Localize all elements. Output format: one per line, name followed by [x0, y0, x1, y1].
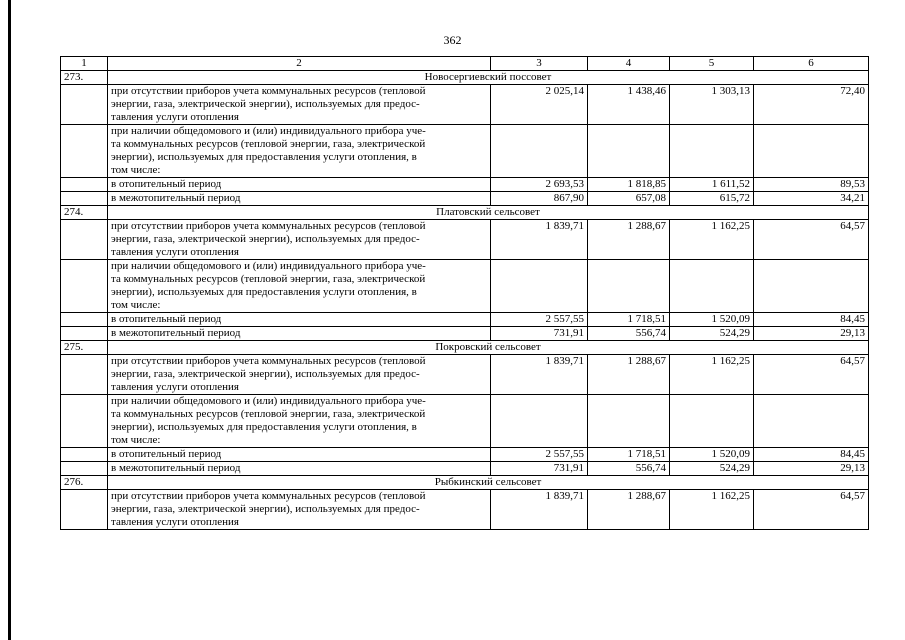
empty-index-cell	[61, 462, 108, 476]
value-v6: 29,13	[754, 327, 869, 341]
value-v3: 731,91	[491, 462, 588, 476]
section-name: Платовский сельсовет	[108, 206, 869, 220]
empty-index-cell	[61, 395, 108, 448]
value-v3: 731,91	[491, 327, 588, 341]
description-line: энергии), используемых для предоставления услуги отопления, в	[111, 151, 417, 163]
offseason-label: в межотопительный период	[108, 192, 491, 206]
offseason-label: в межотопительный период	[108, 327, 491, 341]
value-v5: 1 162,25	[670, 355, 754, 395]
value-v3: 1 839,71	[491, 490, 588, 530]
value-v6: 64,57	[754, 490, 869, 530]
table-row-heating	[61, 448, 869, 462]
value-v5: 1 520,09	[670, 448, 754, 462]
table-row-offseason	[61, 192, 869, 206]
empty-value-cell	[670, 125, 754, 178]
description-line: при отсутствии приборов учета коммунальных ресурсов (тепловой	[111, 220, 426, 232]
description-line: при отсутствии приборов учета коммунальных ресурсов (тепловой	[111, 355, 426, 367]
tariff-table	[60, 56, 869, 530]
header-row	[61, 57, 869, 71]
empty-value-cell	[670, 395, 754, 448]
section-name: Покровский сельсовет	[108, 341, 869, 355]
section-row	[61, 341, 869, 355]
value-v4: 1 438,46	[588, 85, 670, 125]
description-line: тавления услуги отопления	[111, 111, 239, 123]
description-line: та коммунальных ресурсов (тепловой энергии, газа, электрической	[111, 273, 426, 285]
value-v6: 34,21	[754, 192, 869, 206]
with-meter-description	[108, 395, 491, 448]
table-row-with-meter	[61, 125, 869, 178]
empty-index-cell	[61, 125, 108, 178]
description-line: том числе:	[111, 299, 161, 311]
description-line: тавления услуги отопления	[111, 516, 239, 528]
value-v6: 64,57	[754, 355, 869, 395]
value-v3: 2 025,14	[491, 85, 588, 125]
header-col-4: 4	[588, 57, 670, 71]
empty-value-cell	[754, 125, 869, 178]
empty-index-cell	[61, 192, 108, 206]
value-v5: 615,72	[670, 192, 754, 206]
header-col-2: 2	[108, 57, 491, 71]
value-v6: 89,53	[754, 178, 869, 192]
section-index: 274.	[61, 206, 108, 220]
section-index: 273.	[61, 71, 108, 85]
section-index: 275.	[61, 341, 108, 355]
table-row-heating	[61, 178, 869, 192]
header-col-5: 5	[670, 57, 754, 71]
value-v4: 1 288,67	[588, 490, 670, 530]
value-v4: 657,08	[588, 192, 670, 206]
empty-index-cell	[61, 448, 108, 462]
empty-value-cell	[588, 125, 670, 178]
empty-value-cell	[491, 395, 588, 448]
description-line: та коммунальных ресурсов (тепловой энергии, газа, электрической	[111, 408, 426, 420]
empty-value-cell	[754, 395, 869, 448]
description-line: энергии), используемых для предоставления услуги отопления, в	[111, 286, 417, 298]
table-row-no-meter	[61, 355, 869, 395]
value-v4: 1 718,51	[588, 313, 670, 327]
value-v6: 72,40	[754, 85, 869, 125]
section-index: 276.	[61, 476, 108, 490]
header-col-3: 3	[491, 57, 588, 71]
description-line: при наличии общедомового и (или) индивидуального прибора уче-	[111, 125, 426, 137]
value-v5: 1 162,25	[670, 490, 754, 530]
description-line: тавления услуги отопления	[111, 381, 239, 393]
empty-value-cell	[588, 395, 670, 448]
value-v4: 556,74	[588, 462, 670, 476]
section-row	[61, 206, 869, 220]
empty-value-cell	[670, 260, 754, 313]
value-v5: 524,29	[670, 462, 754, 476]
heating-label: в отопительный период	[108, 313, 491, 327]
table-row-heating	[61, 313, 869, 327]
empty-index-cell	[61, 178, 108, 192]
value-v6: 64,57	[754, 220, 869, 260]
value-v3: 867,90	[491, 192, 588, 206]
table-row-offseason	[61, 462, 869, 476]
empty-value-cell	[588, 260, 670, 313]
value-v3: 1 839,71	[491, 220, 588, 260]
value-v4: 1 818,85	[588, 178, 670, 192]
table-row-no-meter	[61, 220, 869, 260]
header-col-1: 1	[61, 57, 108, 71]
table-row-with-meter	[61, 395, 869, 448]
heating-label: в отопительный период	[108, 448, 491, 462]
empty-value-cell	[491, 260, 588, 313]
empty-index-cell	[61, 260, 108, 313]
description-line: энергии, газа, электрической энергии), используемых для предос-	[111, 368, 420, 380]
empty-value-cell	[491, 125, 588, 178]
value-v5: 1 303,13	[670, 85, 754, 125]
description-line: при отсутствии приборов учета коммунальных ресурсов (тепловой	[111, 490, 426, 502]
description-line: энергии), используемых для предоставления услуги отопления, в	[111, 421, 417, 433]
value-v3: 2 557,55	[491, 313, 588, 327]
section-name: Новосергиевский поссовет	[108, 71, 869, 85]
value-v5: 1 520,09	[670, 313, 754, 327]
offseason-label: в межотопительный период	[108, 462, 491, 476]
table-row-no-meter	[61, 490, 869, 530]
value-v5: 1 611,52	[670, 178, 754, 192]
table-row-no-meter	[61, 85, 869, 125]
table-row-with-meter	[61, 260, 869, 313]
description-line: при наличии общедомового и (или) индивидуального прибора уче-	[111, 260, 426, 272]
value-v5: 1 162,25	[670, 220, 754, 260]
value-v4: 1 288,67	[588, 220, 670, 260]
empty-index-cell	[61, 220, 108, 260]
table-row-offseason	[61, 327, 869, 341]
section-row	[61, 71, 869, 85]
no-meter-description	[108, 220, 491, 260]
header-col-6: 6	[754, 57, 869, 71]
description-line: энергии, газа, электрической энергии), используемых для предос-	[111, 98, 420, 110]
empty-index-cell	[61, 490, 108, 530]
description-line: энергии, газа, электрической энергии), используемых для предос-	[111, 233, 420, 245]
value-v4: 1 288,67	[588, 355, 670, 395]
binder-edge	[8, 0, 11, 640]
value-v3: 2 557,55	[491, 448, 588, 462]
value-v6: 84,45	[754, 313, 869, 327]
description-line: при наличии общедомового и (или) индивидуального прибора уче-	[111, 395, 426, 407]
description-line: энергии, газа, электрической энергии), используемых для предос-	[111, 503, 420, 515]
no-meter-description	[108, 85, 491, 125]
page-number: 362	[443, 33, 462, 47]
description-line: тавления услуги отопления	[111, 246, 239, 258]
value-v3: 2 693,53	[491, 178, 588, 192]
empty-index-cell	[61, 355, 108, 395]
value-v4: 556,74	[588, 327, 670, 341]
heating-label: в отопительный период	[108, 178, 491, 192]
description-line: том числе:	[111, 164, 161, 176]
empty-index-cell	[61, 327, 108, 341]
value-v4: 1 718,51	[588, 448, 670, 462]
section-name: Рыбкинский сельсовет	[108, 476, 869, 490]
value-v6: 84,45	[754, 448, 869, 462]
no-meter-description	[108, 355, 491, 395]
description-line: при отсутствии приборов учета коммунальных ресурсов (тепловой	[111, 85, 426, 97]
no-meter-description	[108, 490, 491, 530]
value-v3: 1 839,71	[491, 355, 588, 395]
empty-index-cell	[61, 85, 108, 125]
value-v6: 29,13	[754, 462, 869, 476]
with-meter-description	[108, 125, 491, 178]
with-meter-description	[108, 260, 491, 313]
section-row	[61, 476, 869, 490]
description-line: том числе:	[111, 434, 161, 446]
value-v5: 524,29	[670, 327, 754, 341]
empty-value-cell	[754, 260, 869, 313]
empty-index-cell	[61, 313, 108, 327]
description-line: та коммунальных ресурсов (тепловой энергии, газа, электрической	[111, 138, 426, 150]
